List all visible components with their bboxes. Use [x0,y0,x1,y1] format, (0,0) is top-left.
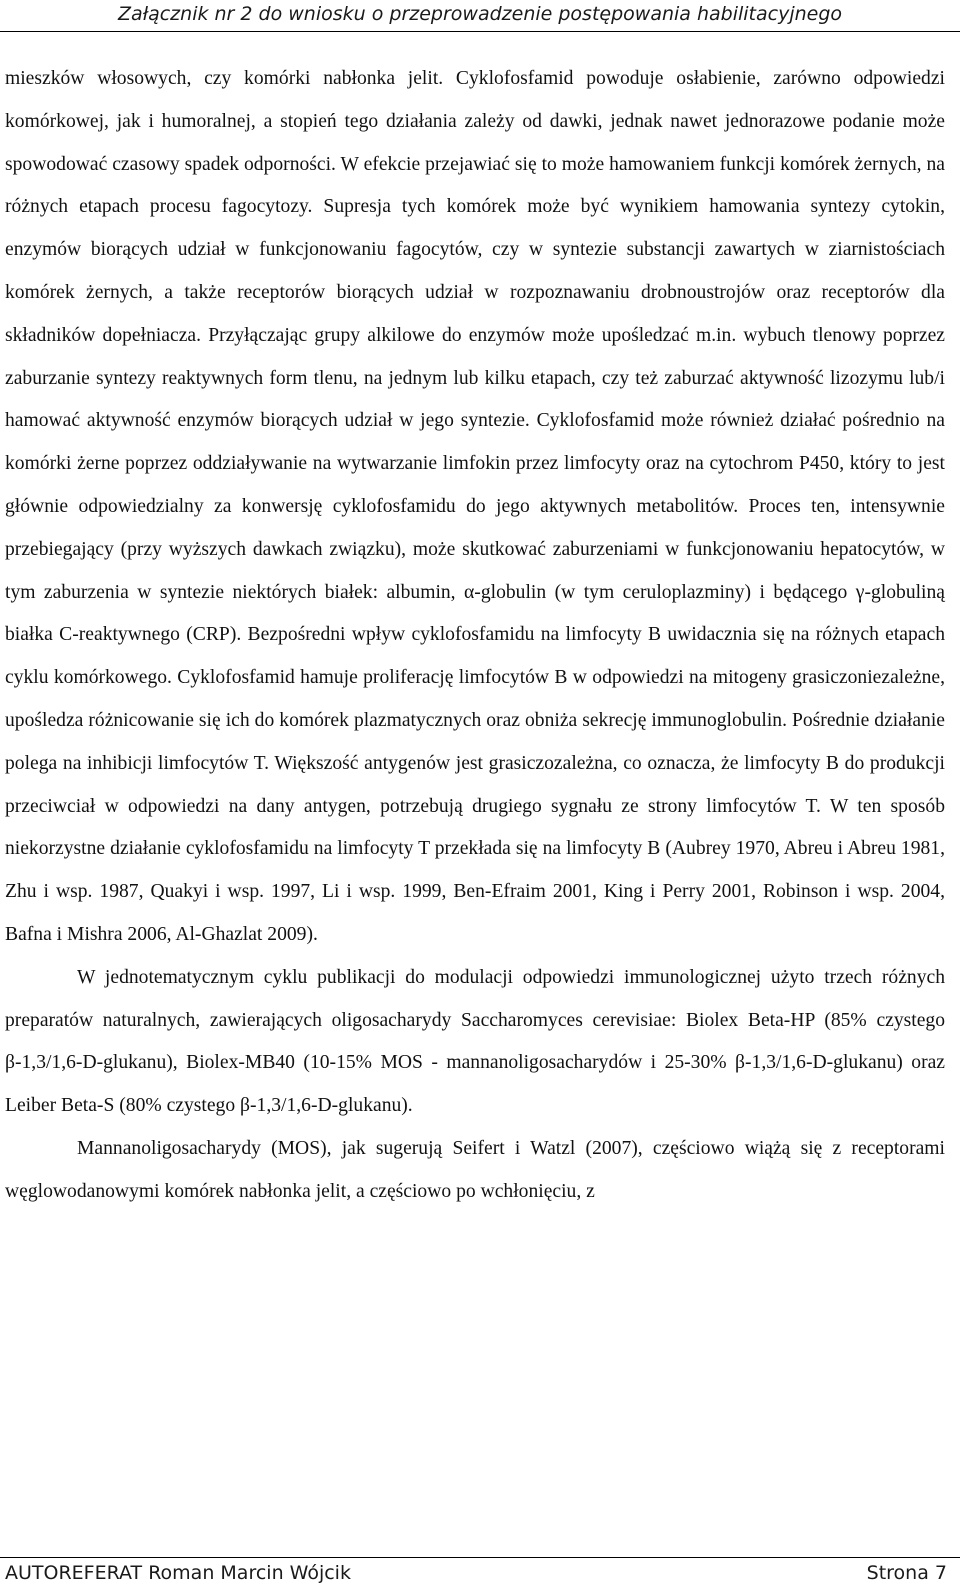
page-header: Załącznik nr 2 do wniosku o przeprowadzenie postępowania habilitacyjnego [117,3,843,25]
footer-divider [0,1557,960,1558]
footer-author: AUTOREFERAT Roman Marcin Wójcik [5,1562,351,1584]
page-number: Strona 7 [866,1562,947,1584]
paragraph-continuation: mieszków włosowych, czy komórki nabłonka jelit. Cyklofosfamid powoduje osłabienie, zarówno odpowiedzi komórkowej, jak i humoralnej, a stopień tego działania zależy od dawki, jednak nawet jednorazowe podanie może spowodować czasowy spadek odporności. W efekcie przejawiać się to może hamowaniem funkcji komórek żernych, na różnych etapach procesu fagocytozy. Supresja tych komórek może być wynikiem hamowania syntezy cytokin, enzymów biorących udział w funkcjonowaniu fagocytów, czy w syntezie substancji zawartych w ziarnistościach komórek żernych, a także receptorów biorących udział w rozpoznawaniu drobnoustrojów oraz receptorów dla składników dopełniacza. Przyłączając grupy alkilowe do enzymów może upośledzać m.in. wybuch tlenowy poprzez zaburzanie syntezy reaktywnych form tlenu, na jednym lub kilku etapach, czy też zaburzać aktywność lizozymu lub/i hamować aktywność enzymów biorących udział w jego syntezie. Cyklofosfamid może również działać pośrednio na komórki żerne poprzez oddziaływanie na wytwarzanie limfokin przez limfocyty oraz na cytochrom P450, który to jest głównie odpowiedzialny za konwersję cyklofosfamidu do jego aktywnych metabolitów. Proces ten, intensywnie przebiegający (przy wyższych dawkach związku), może skutkować zaburzeniami w funkcjonowaniu hepatocytów, w tym zaburzenia w syntezie niektórych białek: albumin, α-globulin (w tym ceruloplazminy) i będącego γ-globuliną białka C-reaktywnego (CRP). Bezpośredni wpływ cyklofosfamidu na limfocyty B uwidacznia się na różnych etapach cyklu komórkowego. Cyklofosfamid hamuje proliferację limfocytów B w odpowiedzi na mitogeny grasiczoniezależne, upośledza różnicowanie się ich do komórek plazmatycznych oraz obniża sekrecję immunoglobulin. Pośrednie działanie polega na inhibicji limfocytów T. Większość antygenów jest grasiczozależna, co oznacza, że limfocyty B do produkcji przeciwciał w odpowiedzi na dany antygen, potrzebują drugiego sygnału ze strony limfocytów T. W ten sposób niekorzystne działanie cyklofosfamidu na limfocyty T przekłada się na limfocyty B (Aubrey 1970, Abreu i Abreu 1981, Zhu i wsp. 1987, Quakyi i wsp. 1997, Li i wsp. 1999, Ben-Efraim 2001, King i Perry 2001, Robinson i wsp. 2004, Bafna i Mishra 2006, Al-Ghazlat 2009). [5,68,945,945]
page-footer [5,1560,947,1586]
paragraph-mannanoligosaccharides: Mannanoligosacharydy (MOS), jak sugerują Seifert i Watzl (2007), częściowo wiążą się z receptorami węglowodanowymi komórek nabłonka jelit, a częściowo po wchłonięciu, z [5,1137,945,1202]
paragraph-publication-cycle: W jednotematycznym cyklu publikacji do modulacji odpowiedzi immunologicznej użyto trzech różnych preparatów naturalnych, zawierających oligosacharydy Saccharomyces cerevisiae: Biolex Beta-HP (85% czystego β-1,3/1,6-D-glukanu), Biolex-MB40 (10-15% MOS - mannanoligosacharydów i 25-30% β-1,3/1,6-D-glukanu) oraz Leiber Beta-S (80% czystego β-1,3/1,6-D-glukanu). [5,966,945,1117]
document-body [5,58,945,1214]
header-divider [0,31,960,32]
